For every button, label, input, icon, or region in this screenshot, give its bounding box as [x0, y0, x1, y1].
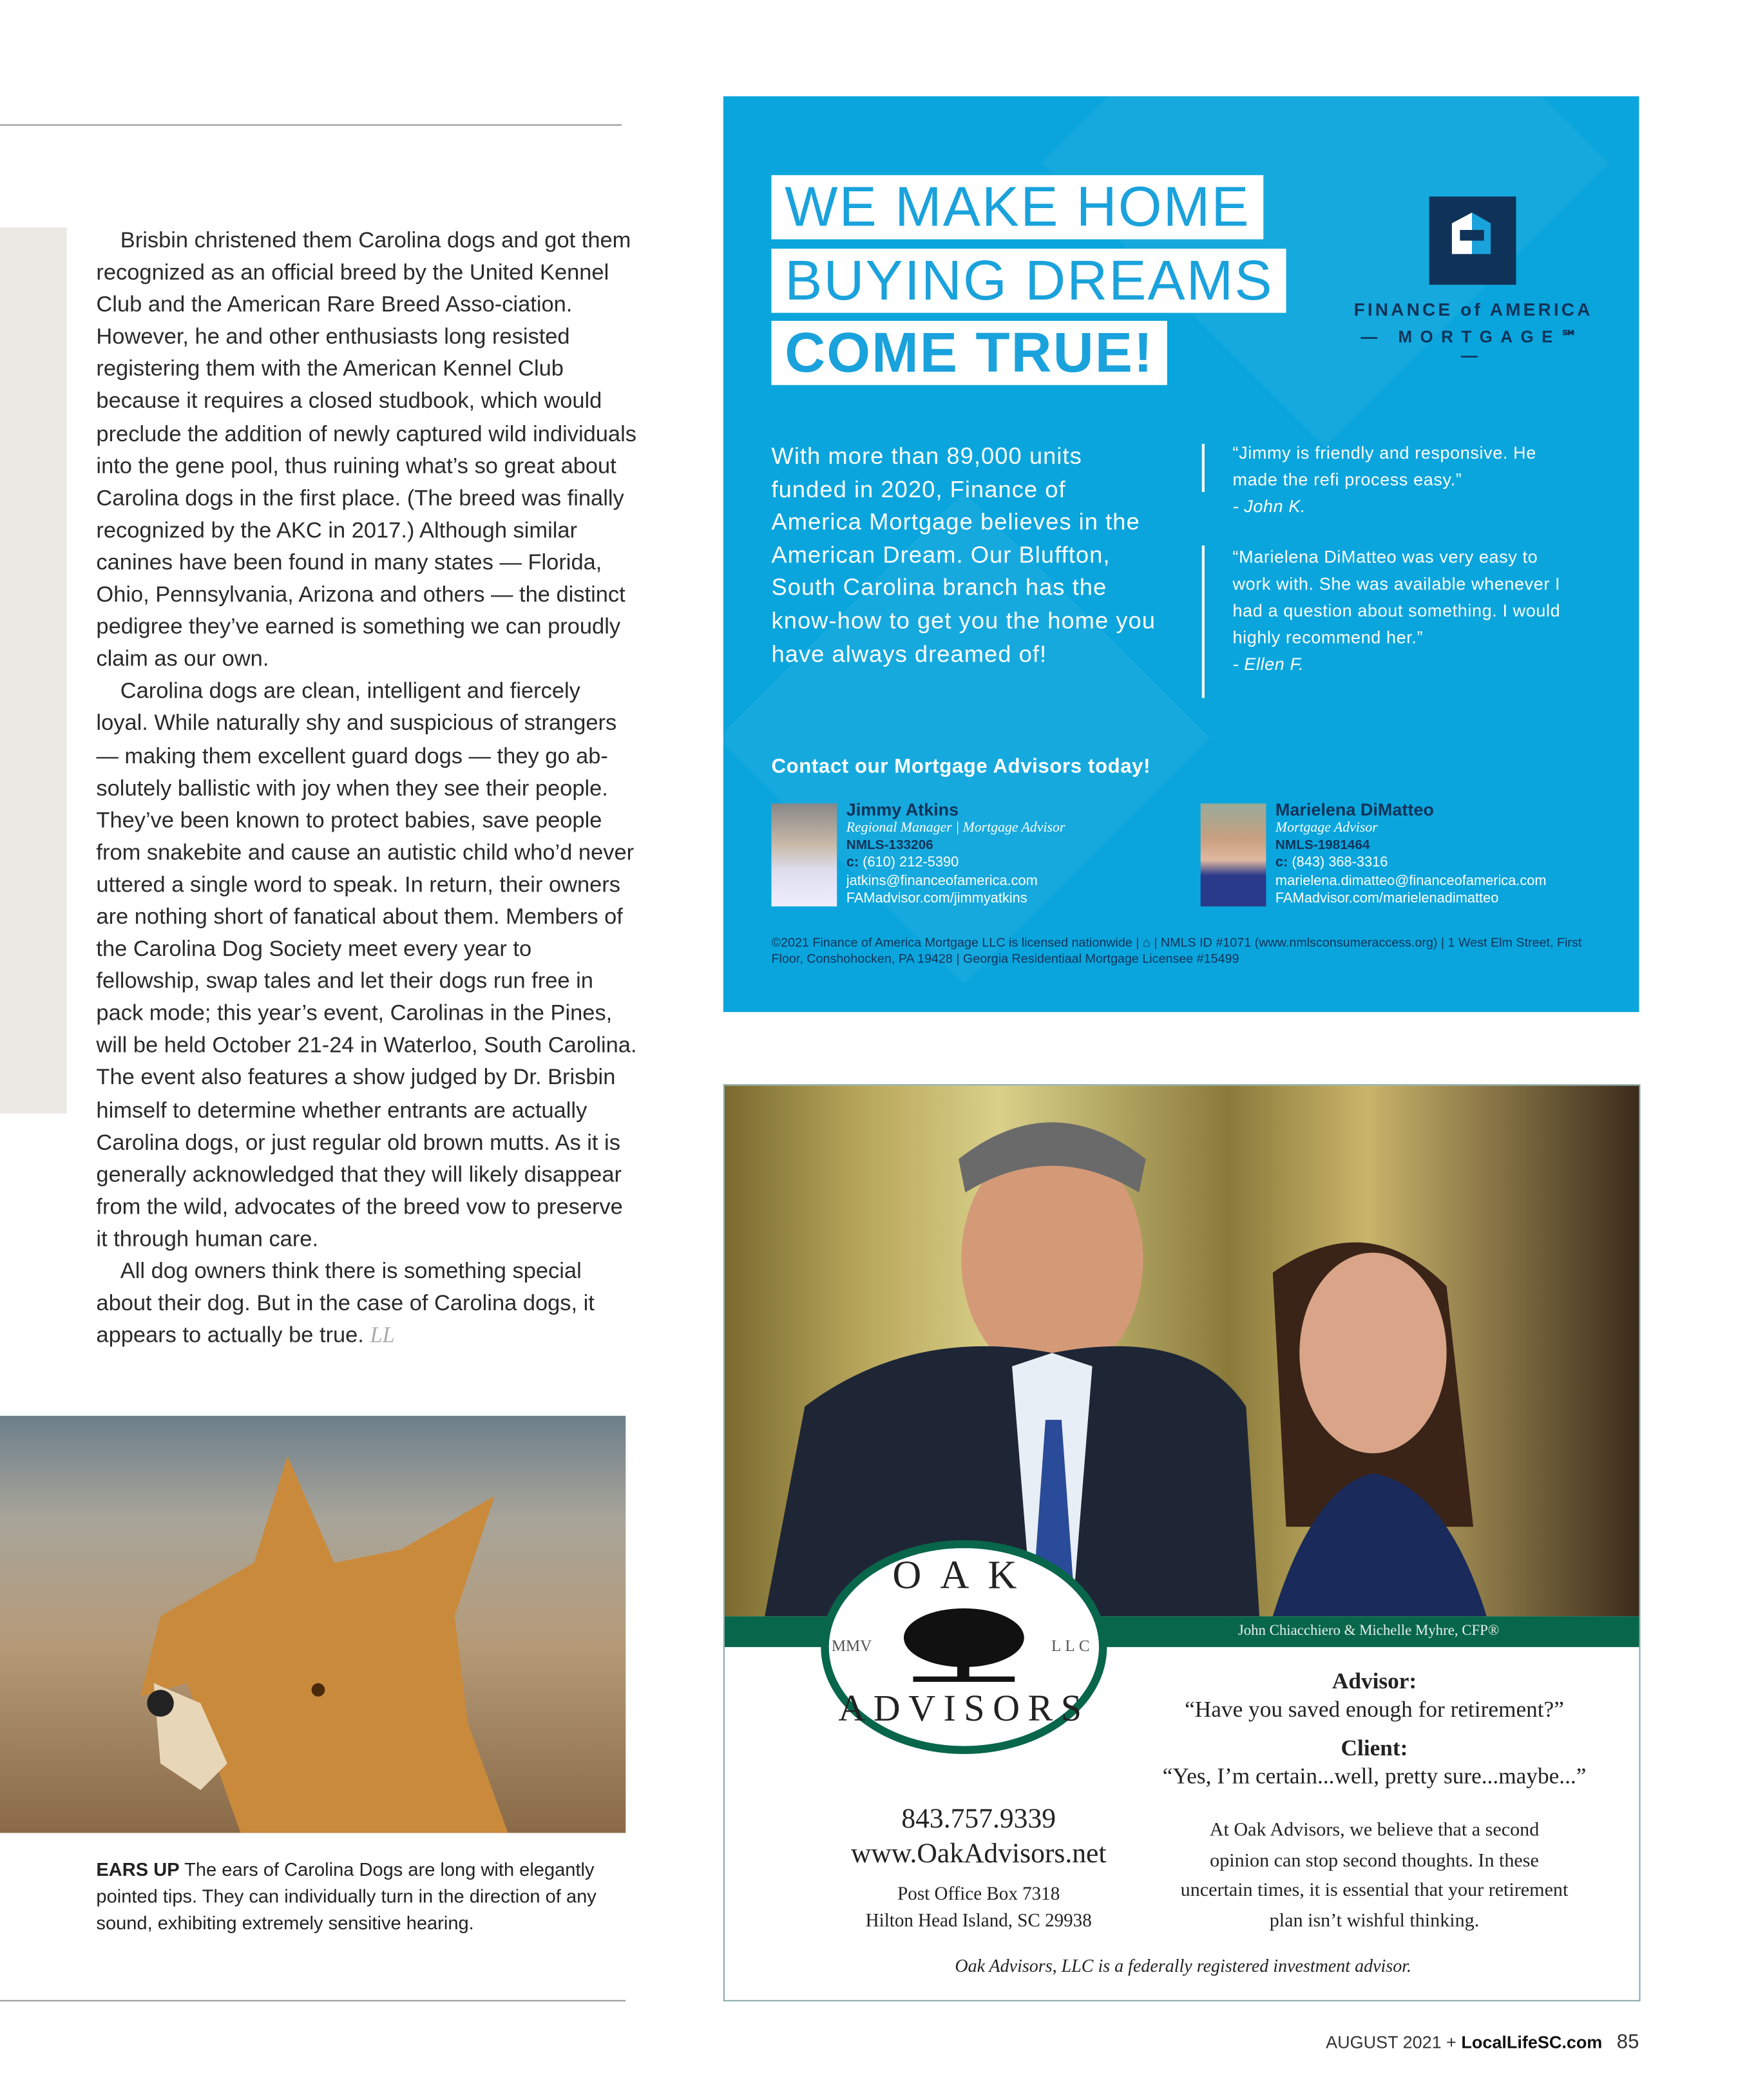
oak-advisors-logo — [821, 1540, 1107, 1754]
advisor-nmls: NMLS-133206 — [846, 838, 933, 854]
logo-top-text: OAK — [892, 1553, 1036, 1598]
paragraph: Brisbin christened them Carolina dogs and got them recognized as an official breed by the United Kennel Club and the American Rare Breed Asso-ciation. However, he and other enthusiasts long resisted registering them with the American Kennel Club because it requires a closed studbook, which would preclude the addition of newly captured wild individuals into the gene pool, thus ruining what’s so great about Carolina dogs in the first place. (The breed was finally recognized by the AKC in 2017.) Although similar canines have been found in many states — Florida, Ohio, Pennsylvania, Arizona and others — the distinct pedigree they’ve earned is something we can proudly claim as our own. — [96, 227, 636, 672]
top-rule — [0, 124, 622, 126]
client-label: Client: — [1341, 1735, 1408, 1761]
advisor-phone: c: (610) 212-5390 — [846, 855, 959, 871]
oak-advisors-ad — [723, 1084, 1641, 2001]
photo-caption-band: John Chiacchiero & Michelle Myhre, CFP® — [725, 1616, 1641, 1647]
website[interactable]: www.OakAdvisors.net — [850, 1837, 1107, 1869]
disclaimer: Oak Advisors, LLC is a federally registered investment advisor. — [955, 1956, 1412, 1976]
address-line-2: Hilton Head Island, SC 29938 — [865, 1911, 1092, 1932]
divider — [1202, 444, 1205, 492]
client-quote: “Yes, I’m certain...well, pretty sure...maybe...” — [1162, 1763, 1587, 1789]
testimonial: “Marielena DiMatteo was very easy to work with. She was available whenever I had a question about something. I would highly recommend her.” - Ellen F. — [1232, 546, 1561, 674]
address-line-1: Post Office Box 7318 — [897, 1885, 1060, 1905]
headline-line-3: COME TRUE! — [772, 321, 1167, 385]
advisor-website[interactable]: FAMadvisor.com/jimmyatkins — [846, 890, 1027, 906]
advisor-quote: “Have you saved enough for retirement?” — [1185, 1696, 1564, 1723]
advisor-photo — [772, 803, 837, 906]
advisor-email[interactable]: jatkins@financeofamerica.com — [846, 872, 1038, 889]
phone[interactable]: 843.757.9339 — [901, 1802, 1056, 1835]
divider — [1202, 546, 1205, 698]
advisor-website[interactable]: FAMadvisor.com/marielenadimatteo — [1275, 890, 1499, 906]
dog-illustration — [0, 1416, 625, 1833]
advisor-name: Jimmy Atkins — [846, 799, 959, 820]
legal-footer: ©2021 Finance of America Mortgage LLC is licensed nationwide | ⌂ | NMLS ID #1071 (www.nmlsconsumeraccess.org) | 1 West Elm Street, First Floor, Conshohocken, PA 19428 | Georgia Residentiaal Mortgage Licensee #15499 — [771, 935, 1582, 967]
testimonial: “Jimmy is friendly and responsive. He made the refi process easy.” - John K. — [1232, 442, 1536, 517]
ad-body: With more than 89,000 units funded in 2020, Finance of America Mortgage believes in the American Dream. Our Bluffton, South Carolina branch has the know-how to get you the home you have always dreamed of! — [771, 442, 1156, 667]
oak-body: At Oak Advisors, we believe that a second opinion can stop second thoughts. In these uncertain times, it is essential that your retirement plan isn’t wishful thinking. — [1180, 1819, 1569, 1931]
contact-heading: Contact our Mortgage Advisors today! — [771, 755, 1151, 778]
advisors-photo — [725, 1085, 1641, 1616]
advisor-nmls: NMLS-1981464 — [1275, 838, 1370, 854]
headline-line-1: WE MAKE HOME — [772, 175, 1264, 240]
advisor-title: Mortgage Advisor — [1275, 821, 1378, 836]
fa-logo-text: FINANCE of AMERICA — [1353, 299, 1593, 320]
advisor-photo — [1201, 803, 1266, 906]
advisor-email[interactable]: marielena.dimatteo@financeofamerica.com — [1275, 872, 1547, 889]
logo-left-text: MMV — [831, 1636, 872, 1656]
page-number: 85 — [1616, 2030, 1639, 2054]
article-body — [96, 225, 638, 1352]
side-image-strip — [0, 227, 67, 1114]
photo-caption: EARS UP The ears of Carolina Dogs are long with elegantly pointed tips. They can individually turn in the direction of any sound, exhibiting extremely sensitive hearing. — [96, 1858, 597, 1934]
advisors-illustration — [725, 1085, 1641, 1616]
bottom-rule — [0, 2000, 625, 2001]
paragraph: All dog owners think there is something special about their dog. But in the case of Carolina dogs, it appears to actually be true. LL — [96, 1257, 595, 1348]
advisor-title: Regional Manager | Mortgage Advisor — [846, 821, 1065, 836]
oak-tree-icon — [902, 1604, 1026, 1687]
equal-housing-icon: ⌂ — [1142, 935, 1151, 951]
advisor-phone: c: (843) 368-3316 — [1275, 855, 1388, 871]
page-footer: AUGUST 2021 + LocalLifeSC.com 85 — [1326, 2030, 1639, 2054]
logo-bottom-text: ADVISORS — [838, 1688, 1090, 1730]
end-mark: LL — [370, 1322, 395, 1348]
paragraph: Carolina dogs are clean, intelligent and fiercely loyal. While naturally shy and suspicious of strangers — making them excellent guard dogs — they go ab-solutely ballistic with joy when they see their people. They’ve been known to protect babies, save people from snakebite and cause an autistic child who’d never uttered a single word to speak. In return, their owners are nothing short of fanatical about them. Members of the Carolina Dog Society meet every year to fellowship, swap tales and let their dogs run free in pack mode; this year’s event, Carolinas in the Pines, will be held October 21-24 in Waterloo, South Carolina. The event also features a show judged by Dr. Brisbin himself to determine whether entrants are actually Carolina dogs, or just regular old brown mutts. As it is generally acknowledged that they will likely disappear from the wild, advocates of the breed vow to preserve it through human care. — [96, 678, 637, 1252]
dog-photo — [0, 1416, 625, 1833]
logo-right-text: LLC — [1051, 1636, 1094, 1656]
fa-logo-icon — [1429, 196, 1516, 285]
fa-logo-subtext: — MORTGAGE℠ — — [1361, 327, 1586, 365]
advisor-name: Marielena DiMatteo — [1275, 799, 1434, 820]
headline-line-2: BUYING DREAMS — [772, 249, 1287, 313]
advisor-label: Advisor: — [1332, 1668, 1417, 1694]
finance-of-america-ad — [723, 96, 1639, 1012]
